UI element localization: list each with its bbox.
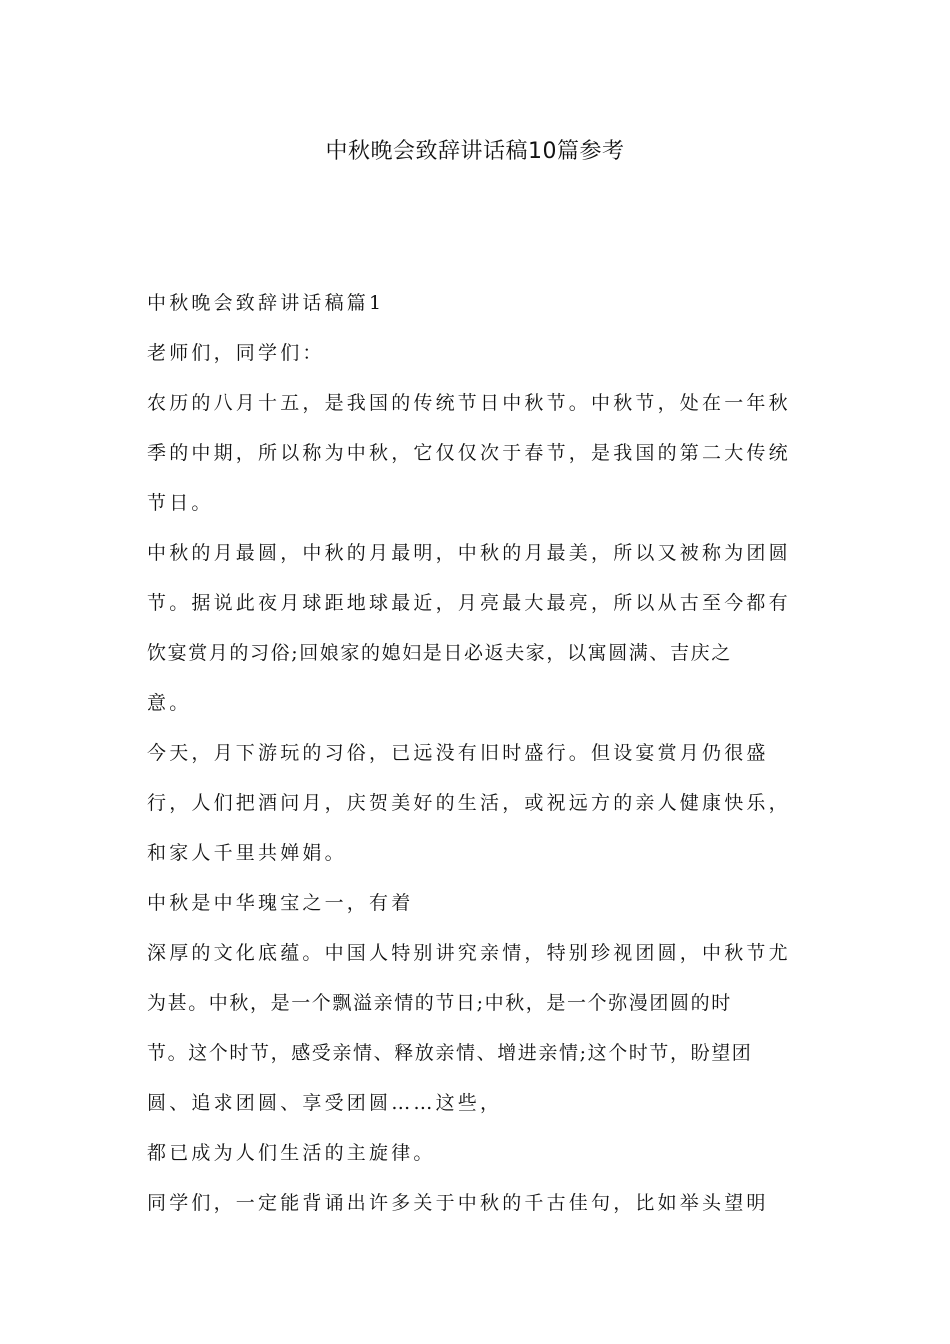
section-heading: 中秋晚会致辞讲话稿篇1: [147, 292, 385, 314]
text-line: 同学们，一定能背诵出许多关于中秋的千古佳句，比如举头望明: [147, 1192, 769, 1214]
text-line: 今天，月下游玩的习俗，已远没有旧时盛行。但设宴赏月仍很盛: [147, 742, 769, 764]
text-line: 意。: [147, 692, 192, 714]
text-line: 季的中期，所以称为中秋，它仅仅次于春节，是我国的第二大传统: [147, 442, 791, 464]
text-line: 饮宴赏月的习俗;回娘家的媳妇是日必返夫家，以寓圆满、吉庆之: [147, 642, 732, 664]
text-line: 农历的八月十五，是我国的传统节日中秋节。中秋节，处在一年秋: [147, 392, 791, 414]
text-line: 中秋的月最圆，中秋的月最明，中秋的月最美，所以又被称为团圆: [147, 542, 791, 564]
text-line: 为甚。中秋，是一个飘溢亲情的节日;中秋，是一个弥漫团圆的时: [147, 992, 732, 1014]
text-line: 圆、追求团圆、享受团圆……这些，: [147, 1092, 503, 1114]
text-line: 节。据说此夜月球距地球最近，月亮最大最亮，所以从古至今都有: [147, 592, 791, 614]
text-line: 节。这个时节，感受亲情、释放亲情、增进亲情;这个时节，盼望团: [147, 1042, 753, 1064]
text-line: 中秋是中华瑰宝之一，有着: [147, 892, 414, 914]
text-line: 行，人们把酒问月，庆贺美好的生活，或祝远方的亲人健康快乐，: [147, 792, 791, 814]
text-line: 节日。: [147, 492, 214, 514]
text-line: 和家人千里共婵娟。: [147, 842, 347, 864]
text-line-greeting: 老师们，同学们：: [147, 342, 325, 364]
document-title: 中秋晚会致辞讲话稿10篇参考: [325, 139, 625, 164]
text-line: 都已成为人们生活的主旋律。: [147, 1142, 436, 1164]
text-line: 深厚的文化底蕴。中国人特别讲究亲情，特别珍视团圆，中秋节尤: [147, 942, 791, 964]
